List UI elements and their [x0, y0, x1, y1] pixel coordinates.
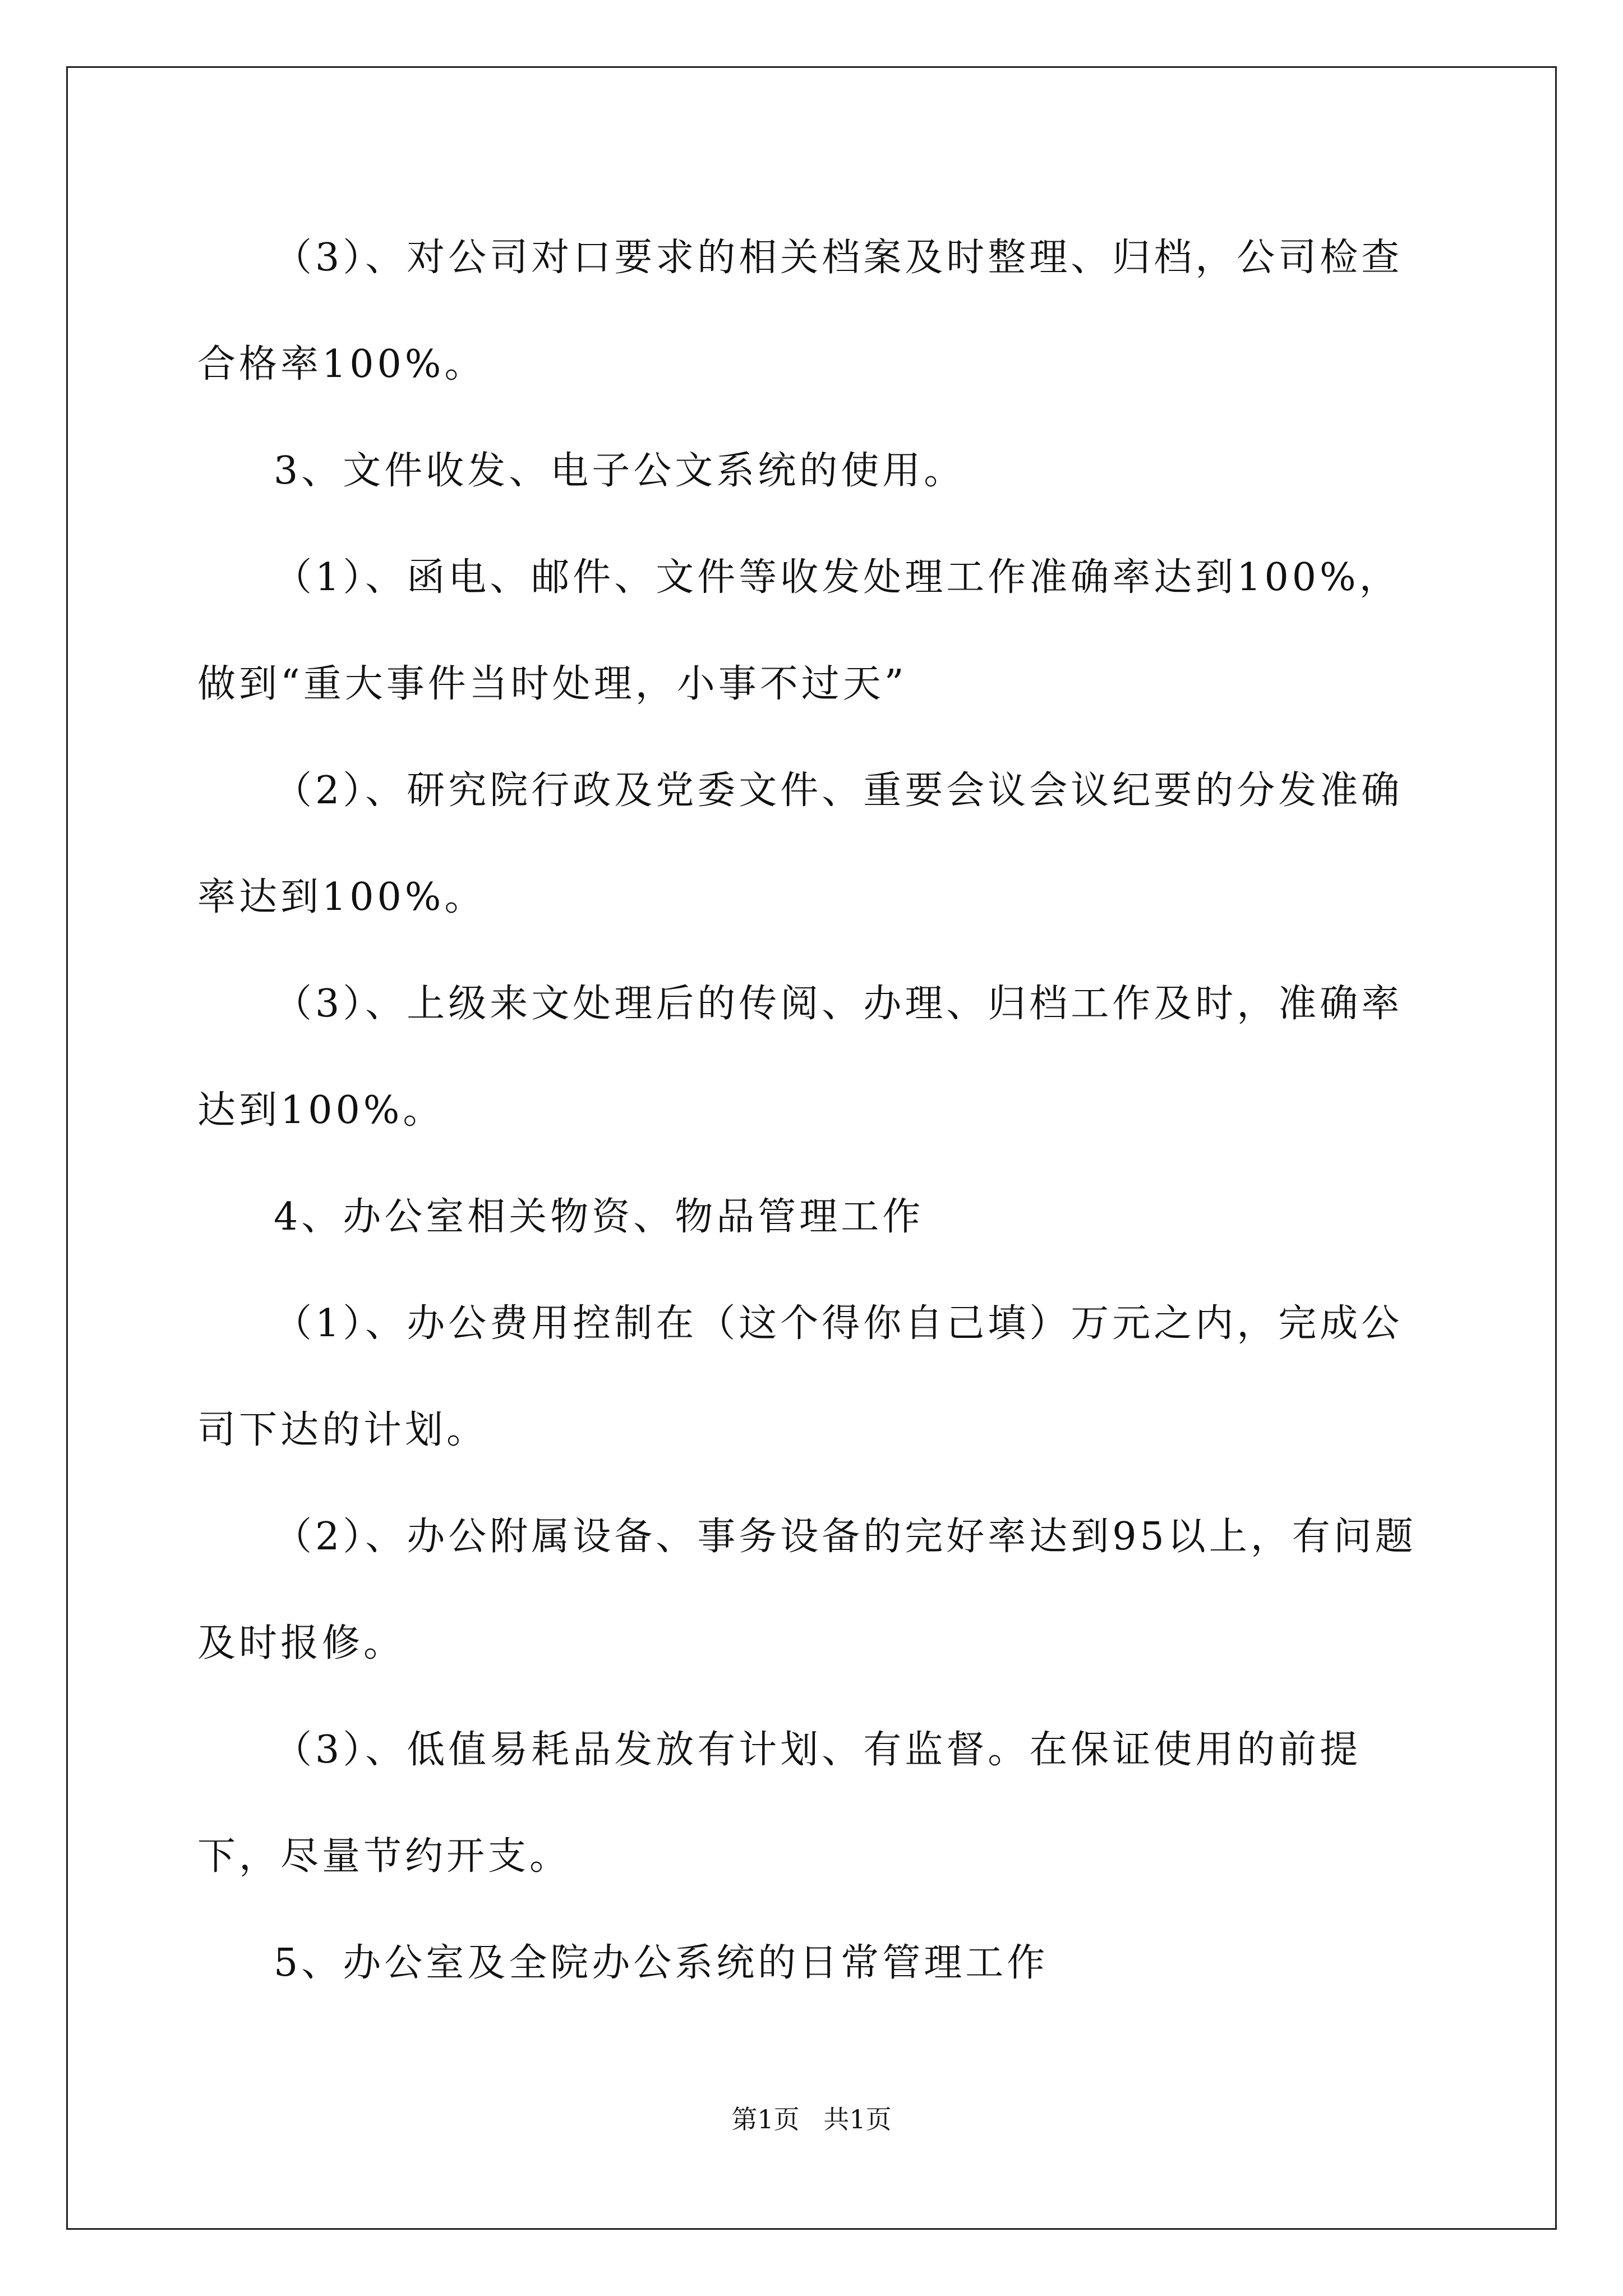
paragraph: （3）、对公司对口要求的相关档案及时整理、归档，公司检查合格率100%。 [197, 236, 1403, 386]
page-number-total: 共1页 [823, 2104, 892, 2134]
paragraph: （2）、办公附属设备、事务设备的完好率达到95以上，有问题及时报修。 [197, 1515, 1417, 1665]
paragraph: （1）、函电、邮件、文件等收发处理工作准确率达到100%，做到“重大事件当时处理，小事不过天” [197, 555, 1401, 706]
paragraph: （3）、上级来文处理后的传阅、办理、归档工作及时，准确率达到100%。 [197, 982, 1403, 1133]
page-number-current: 第1页 [731, 2104, 800, 2134]
section-heading: 4、办公室相关物资、物品管理工作 [274, 1195, 924, 1239]
paragraph: （3）、低值易耗品发放有计划、有监督。在保证使用的前提下，尽量节约开支。 [197, 1728, 1362, 1879]
paragraph: （2）、研究院行政及党委文件、重要会议会议纪要的分发准确率达到100%。 [197, 769, 1403, 919]
document-body [197, 205, 1431, 2017]
page-footer [0, 2102, 1623, 2136]
section-heading: 3、文件收发、电子公文系统的使用。 [274, 449, 966, 493]
paragraph: （1）、办公费用控制在（这个得你自己填）万元之内，完成公司下达的计划。 [197, 1301, 1403, 1452]
section-heading: 5、办公室及全院办公系统的日常管理工作 [274, 1941, 1049, 1985]
